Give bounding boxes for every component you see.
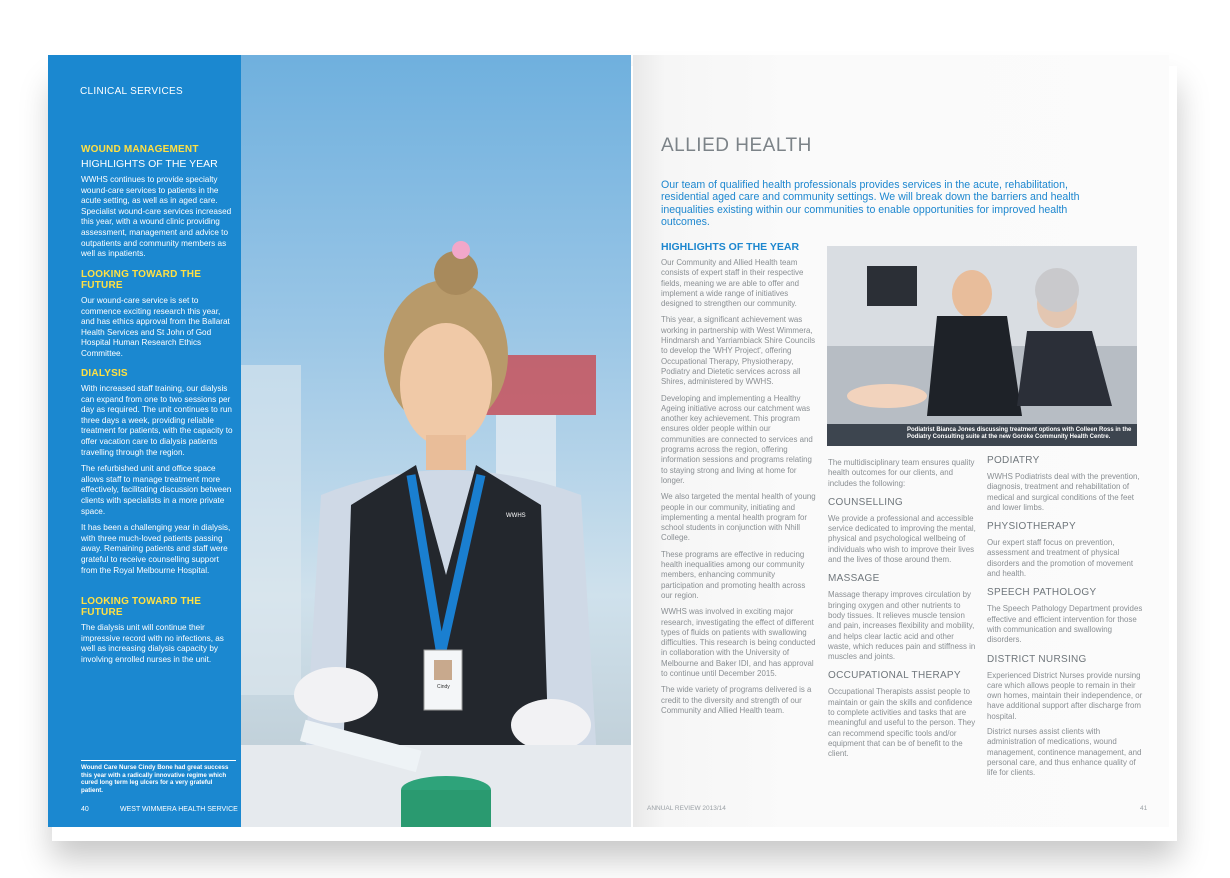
speech-pathology-paragraph: The Speech Pathology Department provides effective and efficient intervention for those with communication and swallowing disorders. xyxy=(987,604,1143,645)
left-text-column xyxy=(48,55,241,827)
wound-management-block xyxy=(81,144,233,260)
speech-pathology-heading: SPEECH PATHOLOGY xyxy=(987,587,1097,599)
podiatry-paragraph: WWHS Podiatrists deal with the prevention, diagnosis, treatment and rehabilitation of medical and surgical conditions of the feet and lower limbs. xyxy=(987,472,1140,512)
page-title: ALLIED HEALTH xyxy=(661,135,812,156)
highlights-heading-right: HIGHLIGHTS OF THE YEAR xyxy=(661,241,800,253)
podiatry-heading: PODIATRY xyxy=(987,455,1040,466)
nurse-illustration xyxy=(241,55,631,827)
looking-toward-heading-2: LOOKING TOWARD THE FUTURE xyxy=(81,596,202,618)
dialysis-paragraph-2: The refurbished unit and office space allows staff to manage treatment more effectively, facilitating discussion between clients with specialists in a more private space. xyxy=(81,464,232,516)
photo-caption-left: Wound Care Nurse Cindy Bone had great success this year with a radically innovative regime which cured long term leg ulcers for a very grateful patient. xyxy=(81,760,236,794)
nurse-photo xyxy=(241,55,631,827)
highlights-paragraph-2: This year, a significant achievement was working in partnership with West Wimmera, Hindmarsh and Yarriambiack Shire Councils to develop the 'WHY Project', offering Occupational Therapy, Physiotherapy, Podiatry and Dietetic services across all Shires, administered by WWHS. xyxy=(661,315,816,387)
services-column-2 xyxy=(987,455,1143,779)
multidisciplinary-paragraph: The multidisciplinary team ensures quality health outcomes for our clients, and includes the following: xyxy=(828,458,975,488)
podiatry-illustration xyxy=(827,246,1137,446)
highlights-column xyxy=(661,258,817,716)
counselling-paragraph: We provide a professional and accessible service dedicated to improving the mental, physical and psychological wellbeing of individuals who wish to improve their lives and the lives of those around them. xyxy=(828,513,976,565)
looking-forward-paragraph-2: The dialysis unit will continue their impressive record with no infections, as well as increasing dialysis capacity by involving enrolled nurses in the unit. xyxy=(81,623,224,664)
page-number-left: 40 xyxy=(81,806,89,813)
counselling-heading: COUNSELLING xyxy=(828,496,903,508)
looking-toward-heading-1: LOOKING TOWARD THE FUTURE xyxy=(81,269,202,291)
section-label: CLINICAL SERVICES xyxy=(80,86,183,97)
wound-paragraph: WWHS continues to provide specialty wound-care services to patients in the acute setting, as well as in aged care. Specialist wound-care services increased this year, with a wound clinic providing assessment, management and advice to outpatients and community members as well as inpatients. xyxy=(81,175,232,259)
looking-forward-paragraph-1: Our wound-care service is set to commence exciting research this year, and has ethics approval from the Ballarat Health Services and St John of God Hospital Human Research Ethics Committee. xyxy=(81,296,230,358)
occupational-therapy-heading: OCCUPATIONAL THERAPY xyxy=(828,670,961,682)
looking-forward-block-2 xyxy=(81,596,233,665)
occupational-therapy-paragraph: Occupational Therapists assist people to maintain or gain the skills and confidence to complete activities and tasks that are meaningful and useful to the person. They can recommend specific tools and/or equipment that can be of benefit to the client. xyxy=(828,687,976,759)
dialysis-paragraph-3: It has been a challenging year in dialysis, with three much-loved patients passing away. Remaining patients and staff were grateful to receive counselling support from the Royal Melbourne Hospital. xyxy=(81,523,231,575)
right-page xyxy=(633,55,1169,827)
podiatry-caption: Podiatrist Bianca Jones discussing treatment options with Colleen Ross in the Podiatry Consulting suite at the new Goroke Community Health Centre. xyxy=(827,424,1137,446)
district-nursing-paragraph-2: District nurses assist clients with administration of medications, wound management, continence management, and personal care, and thus enhance quality of life for clients. xyxy=(987,727,1142,778)
physiotherapy-heading: PHYSIOTHERAPY xyxy=(987,521,1076,533)
district-nursing-paragraph-1: Experienced District Nurses provide nursing care which allows people to remain in their own homes, maintain their independence, or have additional support after discharge from hospital. xyxy=(987,670,1143,721)
highlights-paragraph-6: WWHS was involved in exciting major research, investigating the effect of different types of fluids on patients with swallowing difficulties. This research is being conducted in collaboration with the University of Melbourne and Baker IDI, and has approval to continue until December 2015. xyxy=(661,607,816,678)
highlights-paragraph-7: The wide variety of programs delivered is a credit to the diversity and strength of our Community and Allied Health team. xyxy=(661,685,812,715)
dialysis-paragraph-1: With increased staff training, our dialysis can expand from one to two sessions per day as required. The unit continues to run three days a week, providing reliable treatment for patients, with the capacity to offer vacation care to dialysis patients travelling through the region. xyxy=(81,384,233,457)
left-page xyxy=(48,55,631,827)
district-nursing-heading: DISTRICT NURSING xyxy=(987,653,1087,665)
highlights-paragraph-1: Our Community and Allied Health team consists of expert staff in their respective fields, meaning we are able to offer and implement a wide range of initiatives designed to strengthen our community. xyxy=(661,258,804,309)
highlights-heading: HIGHLIGHTS OF THE YEAR xyxy=(81,158,218,170)
highlights-paragraph-4: We also targeted the mental health of young people in our community, initiating and implementing a mental health program for school students in conjunction with Nhill College. xyxy=(661,492,816,543)
highlights-paragraph-3: Developing and implementing a Healthy Ageing initiative across our catchment was another key achievement. This program ensures older people within our communities are connected to services and programs across the region, offering information sessions and programs relating to staying strong and living at home for longer. xyxy=(661,393,813,485)
wound-management-heading: WOUND MANAGEMENT xyxy=(81,144,199,155)
badge-name: Cindy xyxy=(437,684,450,690)
highlights-paragraph-5: These programs are effective in reducing health inequalities among our community members, enhancing community participation and promoting health across our region. xyxy=(661,549,806,600)
dialysis-heading: DIALYSIS xyxy=(81,368,128,379)
massage-heading: MASSAGE xyxy=(828,573,880,585)
services-column-1 xyxy=(828,458,978,760)
podiatry-photo xyxy=(827,246,1137,446)
footer-left: WEST WIMMERA HEALTH SERVICE xyxy=(120,806,238,813)
dialysis-block xyxy=(81,368,233,576)
footer-right: ANNUAL REVIEW 2013/14 xyxy=(647,805,726,812)
page-number-right: 41 xyxy=(1140,805,1148,812)
intro-paragraph: Our team of qualified health professionals provides services in the acute, rehabilitation, residential aged care and community settings. We will break down the barriers and health inequalities existing within our communities to enable opportunities for improved health outcomes. xyxy=(661,179,1080,229)
physiotherapy-paragraph: Our expert staff focus on prevention, assessment and treatment of physical disorders and the promotion of movement and health. xyxy=(987,538,1134,579)
vest-logo: WWHS xyxy=(506,513,526,519)
massage-paragraph: Massage therapy improves circulation by bringing oxygen and other nutrients to body tissues. It relieves muscle tension and pain, increases flexibility and mobility, and helps clear lactic acid and other waste, which reduces pain and stiffness in muscles and joints. xyxy=(828,590,976,662)
looking-forward-block-1 xyxy=(81,269,233,360)
